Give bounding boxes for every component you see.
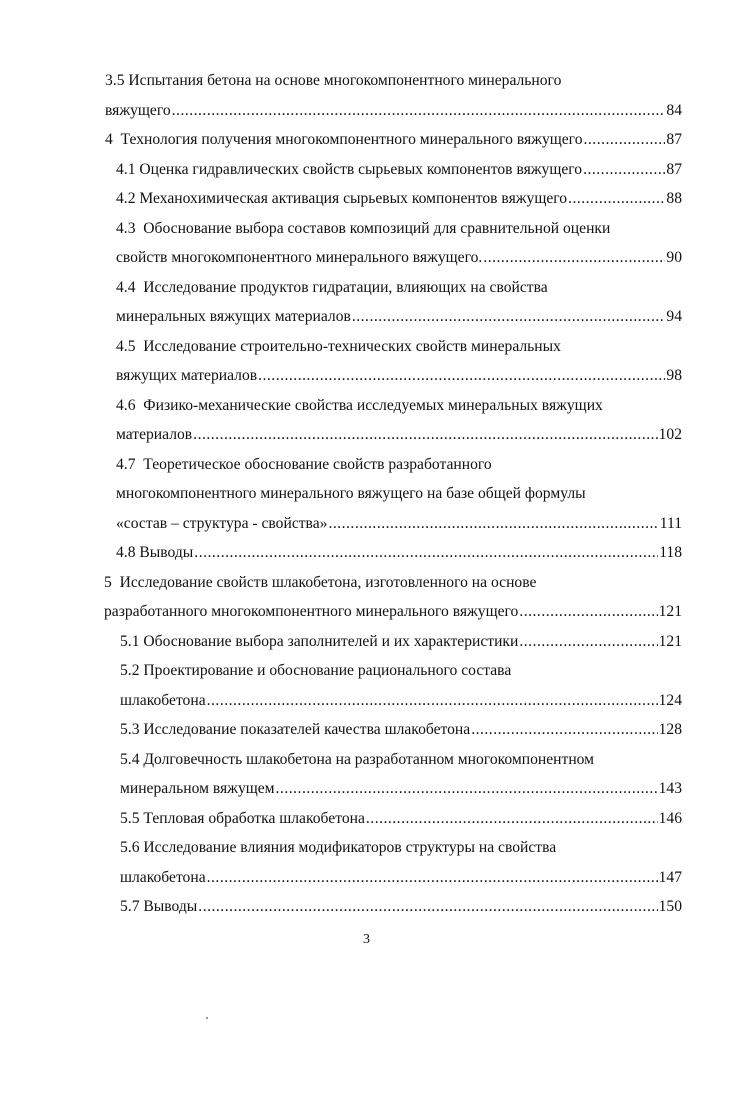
toc-entry-text: 5.5 Тепловая обработка шлакобетона [120, 809, 365, 827]
toc-page-number: 124 [658, 691, 682, 709]
toc-entry-text: 4.4 Исследование продуктов гидратации, влияющих на свойства [116, 278, 548, 296]
toc-entry-5-6[interactable] [0, 863, 733, 893]
table-of-contents [0, 66, 733, 922]
toc-page-number: 94 [666, 308, 682, 325]
toc-entry-5-4[interactable] [0, 774, 733, 804]
toc-entry-text: шлакобетона [120, 868, 206, 886]
dot-leader [207, 686, 658, 716]
toc-entry-text: 3.5 Испытания бетона на основе многокомпонентного минерального [105, 72, 562, 89]
dot-leader [194, 538, 658, 568]
toc-entry-text: 5 Исследование свойств шлакобетона, изготовленного на основе [104, 573, 537, 591]
toc-entry-text: 5.7 Выводы [120, 898, 198, 915]
toc-entry-4-7-title [0, 450, 733, 480]
toc-entry-5-1[interactable] [0, 627, 733, 657]
dot-leader [207, 863, 658, 893]
toc-entry-text: 4.2 Механохимическая активация сырьевых компонентов вяжущего [116, 190, 568, 207]
scan-speck [206, 1017, 208, 1019]
toc-entry-text: вяжущих материалов [116, 367, 258, 384]
toc-page-number: 147 [658, 868, 682, 886]
toc-entry-5-4-title [0, 745, 733, 775]
toc-entry-text: материалов [116, 426, 193, 443]
toc-entry-text: 5.6 Исследование влияния модификаторов структуры на свойства [120, 839, 557, 856]
toc-page-number: 87 [666, 160, 682, 178]
toc-entry-text: 4.3 Обоснование выбора составов композиций для сравнительной оценки [116, 219, 611, 237]
toc-entry-text: вяжущего [105, 101, 171, 119]
toc-entry-4-3[interactable] [0, 243, 733, 273]
toc-page-number: 121 [658, 632, 682, 650]
toc-page-number: 128 [658, 721, 682, 738]
toc-page-number: 146 [658, 809, 682, 827]
toc-page-number: 150 [658, 898, 682, 915]
dot-leader [172, 96, 666, 126]
toc-entry-4-8[interactable] [0, 538, 733, 568]
dot-leader [483, 243, 665, 273]
toc-entry-text: 4.1 Оценка гидравлических свойств сырьевых компонентов вяжущего [116, 160, 583, 178]
toc-entry-text: 4.7 Теоретическое обоснование свойств разработанного [116, 455, 492, 473]
toc-entry-4-4[interactable] [0, 302, 733, 332]
toc-page-number: 87 [666, 131, 682, 148]
toc-entry-4-5[interactable] [0, 361, 733, 391]
toc-entry-text: 4.6 Физико-механические свойства исследуемых минеральных вяжущих [116, 396, 603, 414]
toc-page-number: 84 [666, 101, 682, 119]
toc-entry-5-5[interactable] [0, 804, 733, 834]
toc-entry-4-7[interactable] [0, 509, 733, 539]
toc-entry-4-5-title [0, 332, 733, 362]
toc-page-number: 98 [666, 367, 682, 384]
dot-leader [471, 715, 657, 745]
toc-entry-text: 4.8 Выводы [116, 544, 194, 561]
toc-entry-4-6[interactable] [0, 420, 733, 450]
toc-entry-text: 5.2 Проектирование и обоснование рационального состава [120, 662, 512, 679]
toc-page-number: 90 [666, 249, 682, 266]
toc-entry-5[interactable] [0, 597, 733, 627]
toc-entry-4-6-title [0, 391, 733, 421]
dot-leader [258, 361, 665, 391]
page-number: 3 [363, 932, 370, 947]
dot-leader [366, 804, 658, 834]
dot-leader [328, 509, 658, 539]
toc-entry-5-2[interactable] [0, 686, 733, 716]
toc-entry-5-7[interactable] [0, 892, 733, 922]
toc-entry-text: 5.4 Долговечность шлакобетона на разработанном многокомпонентном [120, 750, 595, 768]
toc-entry-text: 4.5 Исследование строительно-технических свойств минеральных [116, 337, 561, 355]
toc-entry-text: разработанного многокомпонентного минерального вяжущего [104, 603, 519, 620]
toc-entry-3-5-title [0, 66, 733, 96]
toc-entry-5-2-title [0, 656, 733, 686]
toc-page-number: 118 [659, 544, 682, 561]
dot-leader [519, 627, 657, 657]
dot-leader [193, 420, 657, 450]
toc-page-number: 121 [658, 603, 682, 620]
toc-entry-4-2[interactable] [0, 184, 733, 214]
toc-entry-4[interactable] [0, 125, 733, 155]
toc-entry-4-4-title [0, 273, 733, 303]
toc-entry-text: «состав – структура - свойства» [116, 514, 328, 532]
dot-leader [568, 184, 665, 214]
toc-page-number: 102 [658, 426, 682, 443]
toc-entry-3-5[interactable] [0, 96, 733, 126]
toc-entry-text: 5.1 Обоснование выбора заполнителей и их характеристики [120, 632, 519, 650]
dot-leader [198, 892, 657, 922]
dot-leader [276, 774, 658, 804]
toc-page-number: 111 [659, 514, 682, 532]
toc-entry-5-3[interactable] [0, 715, 733, 745]
dot-leader [583, 155, 665, 185]
dot-leader [352, 302, 666, 332]
dot-leader [519, 597, 657, 627]
toc-entry-text: минеральных вяжущих материалов [116, 308, 351, 325]
toc-entry-5-6-title [0, 833, 733, 863]
toc-entry-text: многокомпонентного минерального вяжущего на базе общей формулы [116, 485, 586, 502]
dot-leader [584, 125, 666, 155]
toc-entry-text: 4 Технология получения многокомпонентного минерального вяжущего [105, 131, 583, 148]
toc-entry-4-7-title-cont [0, 479, 733, 509]
toc-page-number: 88 [666, 190, 682, 207]
toc-entry-text: минеральном вяжущем [120, 780, 275, 797]
toc-entry-4-3-title [0, 214, 733, 244]
toc-entry-text: шлакобетона [120, 691, 206, 709]
toc-entry-text: свойств многокомпонентного минерального вяжущего. [116, 249, 483, 266]
toc-entry-4-1[interactable] [0, 155, 733, 185]
toc-entry-5-title [0, 568, 733, 598]
toc-page-number: 143 [658, 780, 682, 797]
toc-entry-text: 5.3 Исследование показателей качества шлакобетона [120, 721, 471, 738]
